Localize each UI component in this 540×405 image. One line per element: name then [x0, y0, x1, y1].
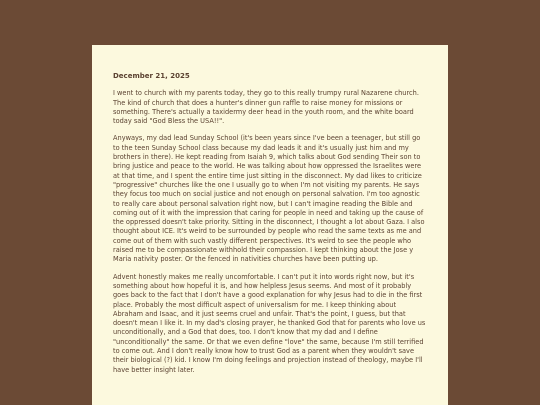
entry-paragraph-1: I went to church with my parents today, they go to this really trumpy rural Nazarene church. The kind of church that does a hunter's dinner gun raffle to raise money for missions or something. There's actually a taxidermy deer head in the youth room, and the white board today said "God Bless the USA!!". — [113, 89, 419, 126]
journal-page — [92, 45, 448, 405]
entry-date: December 21, 2025 — [113, 72, 190, 80]
entry-paragraph-2: Anyways, my dad lead Sunday School (it's been years since I've been a teenager, but still go to the teen Sunday School class because my dad leads it and it's usually just him and my brothers in there). He kept reading from Isaiah 9, which talks about God sending Their son to bring justice and peace to the world. He was talking about how oppressed the Israelites were at that time, and I spent the entire time just sitting in the disconnect. My dad likes to criticize "progressive" churches like the one I usually go to when I'm not visiting my parents. He says they focus too much on social justice and not enough on personal salvation. I'm too agnostic to really care about personal salvation right now, but I can't imagine reading the Bible and coming out of it with the impression that caring for people in need and taking up the cause of the oppressed doesn't take priority. Sitting in the disconnect, I thought a lot about Gaza. I also thought about ICE. It's weird to be surrounded by people who read the same texts as me and come out of them with such vastly different perspectives. It's weird to see the people who raised me to be compassionate withhold their compassion. I kept thinking about the Jose y Maria nativity poster. Or the fenced in nativities churches have been putting up. — [113, 134, 425, 264]
entry-paragraph-3: Advent honestly makes me really uncomfortable. I can't put it into words right now, but it's something about how hopeful it is, and how helpless Jesus seems. And most of it probably goes back to the fact that I don't have a good explanation for why Jesus had to die in the first place. Probably the most difficult aspect of universalism for me. I keep thinking about Abraham and Isaac, and it just seems cruel and unfair. That's the point, I guess, but that doesn't mean I like it. In my dad's closing prayer, he thanked God that for parents who love us unconditionally, and a God that does, too. I don't know that my dad and I define "unconditionally" the same. Or that we even define "love" the same, because I'm still terrified to come out. And I don't really know how to trust God as a parent when they wouldn't save their biological (?) kid. I know I'm doing feelings and projection instead of theology, maybe I'll have better insight later. — [113, 272, 426, 374]
